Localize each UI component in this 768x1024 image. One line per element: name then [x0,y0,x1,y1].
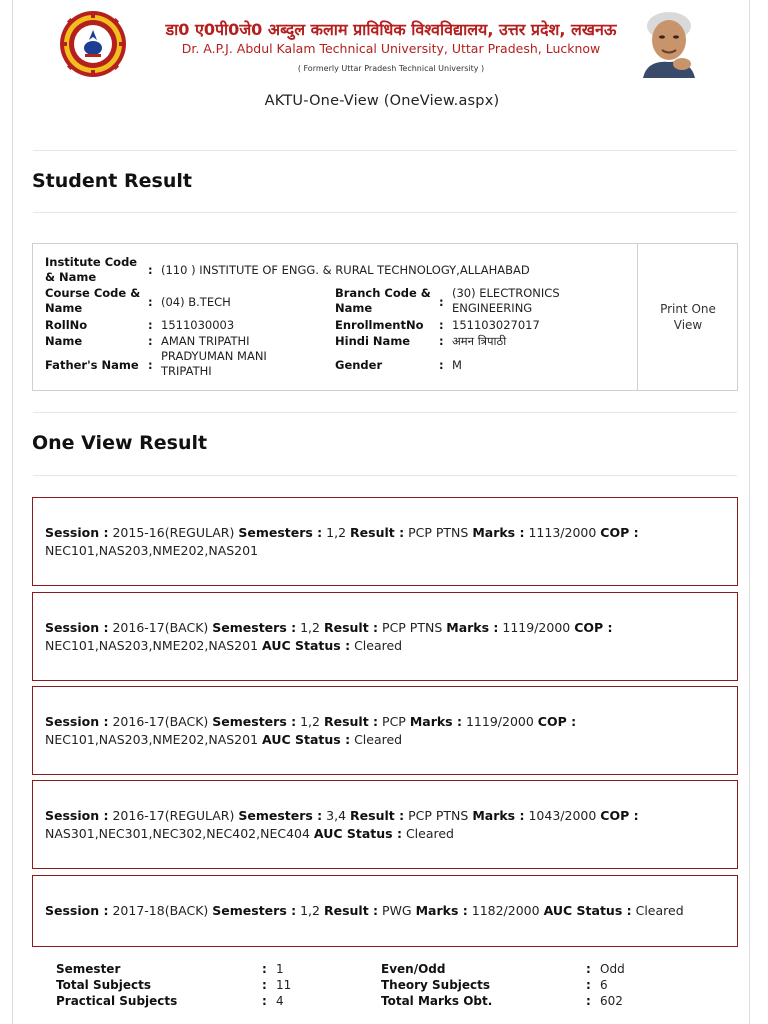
cop-label: COP : [600,807,639,823]
university-former-name: ( Formerly Uttar Pradesh Technical University ) [297,64,485,73]
total-subjects-value: 11 [276,978,292,992]
result-value: PWG [382,903,412,918]
auc-status-label: AUC Status : [313,825,402,841]
auc-status-label: AUC Status : [262,731,351,747]
semesters-label: Semesters : [212,619,297,635]
semesters-label: Semesters : [238,524,323,540]
cop-label: COP : [600,524,639,540]
semesters-value: 1,2 [300,619,320,635]
session-value: 2016-17(BACK) [112,713,209,729]
result-label: Result : [323,903,379,918]
summary-row [56,978,716,994]
auc-status-value: Cleared [405,825,454,841]
hindi-name-value: अमन त्रिपाठी [452,334,507,348]
colon: : [439,358,444,372]
total-marks-label: Total Marks Obt. [381,994,493,1008]
student-info-panel [32,243,738,391]
session-value: 2016-17(REGULAR) [112,807,235,823]
session-card [32,686,738,775]
print-one-view-link[interactable] [637,244,738,390]
session-label: Session : [45,524,109,540]
portrait-image [637,8,701,78]
university-header [13,0,751,92]
course-value: (04) B.TECH [161,295,231,309]
cop-label: COP : [537,713,577,729]
enrollment-value: 151103027017 [452,318,540,332]
page-container [12,0,750,1024]
institute-value: (110 ) INSTITUTE OF ENGG. & RURAL TECHNOLOGY,ALLAHABAD [161,263,530,277]
even-odd-value: Odd [600,962,625,976]
colon: : [148,334,153,348]
semesters-value: 3,4 [326,807,347,823]
marks-label: Marks : [415,903,468,918]
result-label: Result : [350,807,405,823]
colon: : [439,318,444,332]
theory-subjects-label: Theory Subjects [381,978,491,992]
practical-subjects-value: 4 [276,994,284,1008]
session-value: 2017-18(BACK) [112,903,209,918]
result-value: PCP PTNS [382,619,443,635]
session-label: Session : [45,903,109,918]
cop-label: COP : [574,619,613,635]
semesters-label: Semesters : [238,807,323,823]
university-name-english: Dr. A.P.J. Abdul Kalam Technical University, Uttar Pradesh, Lucknow [181,41,601,56]
page-heading: AKTU-One-View (OneView.aspx) [264,93,500,109]
semesters-label: Semesters : [212,903,297,918]
rollno-value: 1511030003 [161,318,235,332]
gender-label: Gender [335,358,383,372]
branch-value: (30) ELECTRONICS ENGINEERING [452,286,560,315]
student-result-title: Student Result [32,170,192,192]
session-value: 2015-16(REGULAR) [112,524,235,540]
name-value: AMAN TRIPATHI [161,334,250,348]
marks-label: Marks : [409,713,462,729]
summary-row [56,962,716,978]
colon: : [148,358,153,372]
divider [33,475,737,476]
colon: : [148,295,153,309]
marks-value: 1182/2000 [471,903,540,918]
session-label: Session : [45,713,109,729]
practical-subjects-label: Practical Subjects [56,994,178,1008]
marks-value: 1043/2000 [528,807,597,823]
auc-status-value: Cleared [354,731,403,747]
session-card [32,780,738,869]
father-name-value: PRADYUMAN MANI TRIPATHI [161,349,267,378]
session-card [32,497,738,586]
result-label: Result : [323,619,379,635]
name-label: Name [45,334,83,348]
institute-label: Institute Code & Name [45,255,138,284]
semesters-value: 1,2 [326,524,347,540]
session-card [32,592,738,681]
even-odd-label: Even/Odd [381,962,446,976]
auc-status-label: AUC Status : [543,903,632,918]
session-label: Session : [45,807,109,823]
one-view-result-title: One View Result [32,432,208,454]
rollno-label: RollNo [45,318,88,332]
result-label: Result : [323,713,379,729]
marks-label: Marks : [472,524,525,540]
total-subjects-label: Total Subjects [56,978,151,992]
divider [33,212,737,213]
course-label: Course Code & Name [45,286,141,315]
semester-label: Semester [56,962,121,976]
semester-value: 1 [276,962,284,976]
university-name-hindi: डा0 ए0पी0जे0 अब्दुल कलाम प्राविधिक विश्वविद्यालय, उत्तर प्रदेश, लखनऊ [165,20,617,39]
result-value: PCP PTNS [408,524,469,540]
session-value: 2016-17(BACK) [112,619,209,635]
cop-value: NEC101,NAS203,NME202,NAS201 [45,731,259,747]
print-one-view-label: Print One View [660,302,716,332]
auc-status-label: AUC Status : [262,637,351,653]
semesters-label: Semesters : [212,713,297,729]
father-name-label: Father's Name [45,358,139,372]
cop-value: NAS301,NEC301,NEC302,NEC402,NEC404 [45,825,310,841]
auc-status-value: Cleared [354,637,403,653]
result-value: PCP [382,713,406,729]
divider [33,412,737,413]
colon: : [439,334,444,348]
session-card [32,875,738,947]
colon: : [262,994,267,1008]
marks-label: Marks : [472,807,525,823]
marks-value: 1119/2000 [502,619,571,635]
colon: : [439,295,444,309]
result-label: Result : [350,524,405,540]
result-value: PCP PTNS [408,807,469,823]
hindi-name-label: Hindi Name [335,334,411,348]
semesters-value: 1,2 [300,713,320,729]
colon: : [262,978,267,992]
marks-label: Marks : [446,619,499,635]
colon: : [262,962,267,976]
theory-subjects-value: 6 [600,978,608,992]
colon: : [148,318,153,332]
marks-value: 1119/2000 [465,713,534,729]
cop-value: NEC101,NAS203,NME202,NAS201 [45,637,259,653]
colon: : [586,962,591,976]
marks-value: 1113/2000 [528,524,597,540]
university-seal-icon [59,10,127,78]
divider [33,150,737,151]
enrollment-label: EnrollmentNo [335,318,424,332]
colon: : [148,263,153,277]
auc-status-value: Cleared [635,903,684,918]
summary-row [56,994,716,1010]
colon: : [586,994,591,1008]
colon: : [586,978,591,992]
semesters-value: 1,2 [300,903,320,918]
cop-value: NEC101,NAS203,NME202,NAS201 [45,542,259,558]
session-label: Session : [45,619,109,635]
branch-label: Branch Code & Name [335,286,431,315]
gender-value: M [452,358,462,372]
total-marks-value: 602 [600,994,623,1008]
